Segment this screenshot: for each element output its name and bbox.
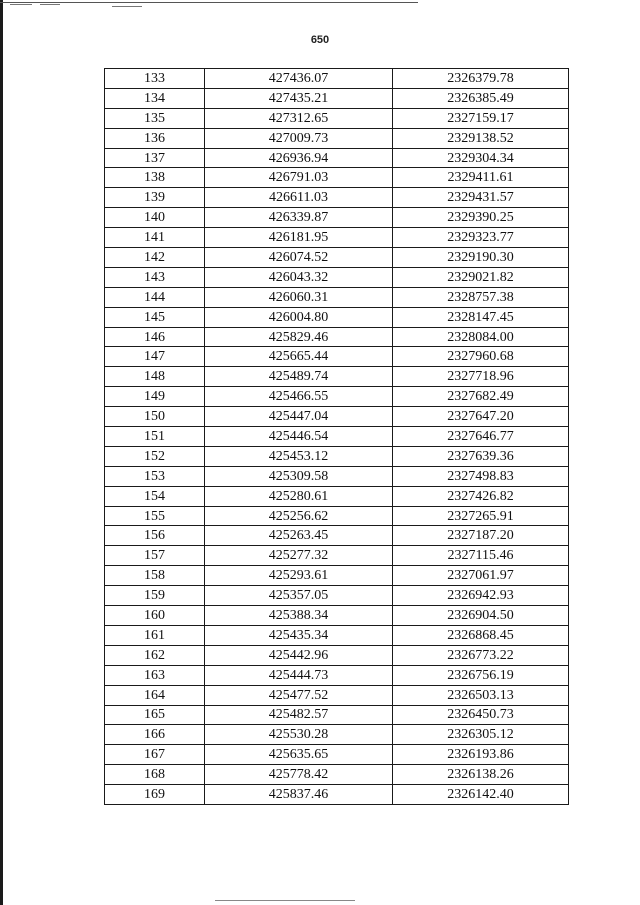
table-row <box>105 69 569 89</box>
point-number-cell: 143 <box>105 267 205 287</box>
y-coordinate-cell: 2329411.61 <box>393 168 569 188</box>
y-coordinate-cell: 2327115.46 <box>393 546 569 566</box>
y-coordinate-cell: 2327960.68 <box>393 347 569 367</box>
table-row <box>105 128 569 148</box>
point-number-cell: 166 <box>105 725 205 745</box>
page-edge <box>0 0 3 905</box>
bottom-mark <box>215 900 355 901</box>
y-coordinate-cell: 2329190.30 <box>393 248 569 268</box>
point-number-cell: 134 <box>105 88 205 108</box>
y-coordinate-cell: 2328757.38 <box>393 287 569 307</box>
y-coordinate-cell: 2326450.73 <box>393 705 569 725</box>
x-coordinate-cell: 426043.32 <box>205 267 393 287</box>
x-coordinate-cell: 426074.52 <box>205 248 393 268</box>
y-coordinate-cell: 2327498.83 <box>393 466 569 486</box>
x-coordinate-cell: 425665.44 <box>205 347 393 367</box>
x-coordinate-cell: 425482.57 <box>205 705 393 725</box>
x-coordinate-cell: 425530.28 <box>205 725 393 745</box>
x-coordinate-cell: 427436.07 <box>205 69 393 89</box>
table-row <box>105 108 569 128</box>
y-coordinate-cell: 2326138.26 <box>393 765 569 785</box>
point-number-cell: 157 <box>105 546 205 566</box>
y-coordinate-cell: 2328147.45 <box>393 307 569 327</box>
coordinate-table-body <box>105 69 569 805</box>
x-coordinate-cell: 425435.34 <box>205 625 393 645</box>
y-coordinate-cell: 2327187.20 <box>393 526 569 546</box>
point-number-cell: 169 <box>105 785 205 805</box>
x-coordinate-cell: 425447.04 <box>205 407 393 427</box>
table-row <box>105 267 569 287</box>
table-row <box>105 208 569 228</box>
x-coordinate-cell: 426611.03 <box>205 188 393 208</box>
table-row <box>105 188 569 208</box>
table-row <box>105 446 569 466</box>
y-coordinate-cell: 2329390.25 <box>393 208 569 228</box>
x-coordinate-cell: 425309.58 <box>205 466 393 486</box>
x-coordinate-cell: 425263.45 <box>205 526 393 546</box>
y-coordinate-cell: 2329323.77 <box>393 228 569 248</box>
x-coordinate-cell: 426181.95 <box>205 228 393 248</box>
table-row <box>105 506 569 526</box>
y-coordinate-cell: 2327426.82 <box>393 486 569 506</box>
y-coordinate-cell: 2326868.45 <box>393 625 569 645</box>
table-row <box>105 685 569 705</box>
y-coordinate-cell: 2327639.36 <box>393 446 569 466</box>
y-coordinate-cell: 2329138.52 <box>393 128 569 148</box>
table-row <box>105 427 569 447</box>
point-number-cell: 142 <box>105 248 205 268</box>
y-coordinate-cell: 2326142.40 <box>393 785 569 805</box>
x-coordinate-cell: 425635.65 <box>205 745 393 765</box>
point-number-cell: 149 <box>105 387 205 407</box>
table-row <box>105 665 569 685</box>
point-number-cell: 150 <box>105 407 205 427</box>
point-number-cell: 156 <box>105 526 205 546</box>
table-row <box>105 785 569 805</box>
table-row <box>105 347 569 367</box>
y-coordinate-cell: 2326773.22 <box>393 645 569 665</box>
y-coordinate-cell: 2326904.50 <box>393 606 569 626</box>
x-coordinate-cell: 425829.46 <box>205 327 393 347</box>
point-number-cell: 154 <box>105 486 205 506</box>
table-row <box>105 765 569 785</box>
point-number-cell: 152 <box>105 446 205 466</box>
point-number-cell: 138 <box>105 168 205 188</box>
point-number-cell: 168 <box>105 765 205 785</box>
y-coordinate-cell: 2326379.78 <box>393 69 569 89</box>
x-coordinate-cell: 427009.73 <box>205 128 393 148</box>
table-row <box>105 466 569 486</box>
table-row <box>105 228 569 248</box>
table-row <box>105 745 569 765</box>
y-coordinate-cell: 2327646.77 <box>393 427 569 447</box>
table-row <box>105 586 569 606</box>
page-number: 650 <box>310 34 330 46</box>
y-coordinate-cell: 2329431.57 <box>393 188 569 208</box>
y-coordinate-cell: 2328084.00 <box>393 327 569 347</box>
x-coordinate-cell: 427435.21 <box>205 88 393 108</box>
x-coordinate-cell: 426060.31 <box>205 287 393 307</box>
x-coordinate-cell: 425477.52 <box>205 685 393 705</box>
x-coordinate-cell: 425357.05 <box>205 586 393 606</box>
point-number-cell: 144 <box>105 287 205 307</box>
table-row <box>105 606 569 626</box>
table-row <box>105 367 569 387</box>
x-coordinate-cell: 425388.34 <box>205 606 393 626</box>
x-coordinate-cell: 426339.87 <box>205 208 393 228</box>
y-coordinate-cell: 2327682.49 <box>393 387 569 407</box>
point-number-cell: 141 <box>105 228 205 248</box>
point-number-cell: 155 <box>105 506 205 526</box>
y-coordinate-cell: 2327647.20 <box>393 407 569 427</box>
y-coordinate-cell: 2326942.93 <box>393 586 569 606</box>
table-row <box>105 88 569 108</box>
point-number-cell: 136 <box>105 128 205 148</box>
x-coordinate-cell: 425280.61 <box>205 486 393 506</box>
table-row <box>105 307 569 327</box>
point-number-cell: 158 <box>105 566 205 586</box>
x-coordinate-cell: 426004.80 <box>205 307 393 327</box>
scan-mark <box>112 6 142 7</box>
x-coordinate-cell: 425453.12 <box>205 446 393 466</box>
y-coordinate-cell: 2329021.82 <box>393 267 569 287</box>
table-row <box>105 625 569 645</box>
table-row <box>105 387 569 407</box>
y-coordinate-cell: 2327718.96 <box>393 367 569 387</box>
x-coordinate-cell: 425466.55 <box>205 387 393 407</box>
scan-mark <box>10 4 32 5</box>
x-coordinate-cell: 426791.03 <box>205 168 393 188</box>
y-coordinate-cell: 2329304.34 <box>393 148 569 168</box>
table-row <box>105 566 569 586</box>
y-coordinate-cell: 2327061.97 <box>393 566 569 586</box>
point-number-cell: 146 <box>105 327 205 347</box>
point-number-cell: 161 <box>105 625 205 645</box>
x-coordinate-cell: 425277.32 <box>205 546 393 566</box>
x-coordinate-cell: 425837.46 <box>205 785 393 805</box>
table-row <box>105 645 569 665</box>
y-coordinate-cell: 2327265.91 <box>393 506 569 526</box>
scan-mark <box>40 4 60 5</box>
x-coordinate-cell: 425444.73 <box>205 665 393 685</box>
x-coordinate-cell: 427312.65 <box>205 108 393 128</box>
x-coordinate-cell: 425293.61 <box>205 566 393 586</box>
x-coordinate-cell: 426936.94 <box>205 148 393 168</box>
top-rule <box>0 2 418 3</box>
point-number-cell: 159 <box>105 586 205 606</box>
point-number-cell: 137 <box>105 148 205 168</box>
point-number-cell: 147 <box>105 347 205 367</box>
point-number-cell: 164 <box>105 685 205 705</box>
table-row <box>105 486 569 506</box>
point-number-cell: 135 <box>105 108 205 128</box>
point-number-cell: 133 <box>105 69 205 89</box>
point-number-cell: 153 <box>105 466 205 486</box>
point-number-cell: 165 <box>105 705 205 725</box>
point-number-cell: 167 <box>105 745 205 765</box>
point-number-cell: 160 <box>105 606 205 626</box>
table-row <box>105 287 569 307</box>
point-number-cell: 162 <box>105 645 205 665</box>
point-number-cell: 139 <box>105 188 205 208</box>
y-coordinate-cell: 2326503.13 <box>393 685 569 705</box>
y-coordinate-cell: 2326756.19 <box>393 665 569 685</box>
point-number-cell: 148 <box>105 367 205 387</box>
table-row <box>105 407 569 427</box>
y-coordinate-cell: 2327159.17 <box>393 108 569 128</box>
table-row <box>105 526 569 546</box>
x-coordinate-cell: 425778.42 <box>205 765 393 785</box>
x-coordinate-cell: 425446.54 <box>205 427 393 447</box>
y-coordinate-cell: 2326193.86 <box>393 745 569 765</box>
point-number-cell: 151 <box>105 427 205 447</box>
x-coordinate-cell: 425442.96 <box>205 645 393 665</box>
point-number-cell: 145 <box>105 307 205 327</box>
point-number-cell: 163 <box>105 665 205 685</box>
coordinate-table <box>104 68 569 805</box>
y-coordinate-cell: 2326305.12 <box>393 725 569 745</box>
point-number-cell: 140 <box>105 208 205 228</box>
table-row <box>105 168 569 188</box>
table-row <box>105 546 569 566</box>
x-coordinate-cell: 425256.62 <box>205 506 393 526</box>
y-coordinate-cell: 2326385.49 <box>393 88 569 108</box>
table-row <box>105 248 569 268</box>
table-row <box>105 705 569 725</box>
table-row <box>105 148 569 168</box>
table-row <box>105 725 569 745</box>
x-coordinate-cell: 425489.74 <box>205 367 393 387</box>
table-row <box>105 327 569 347</box>
